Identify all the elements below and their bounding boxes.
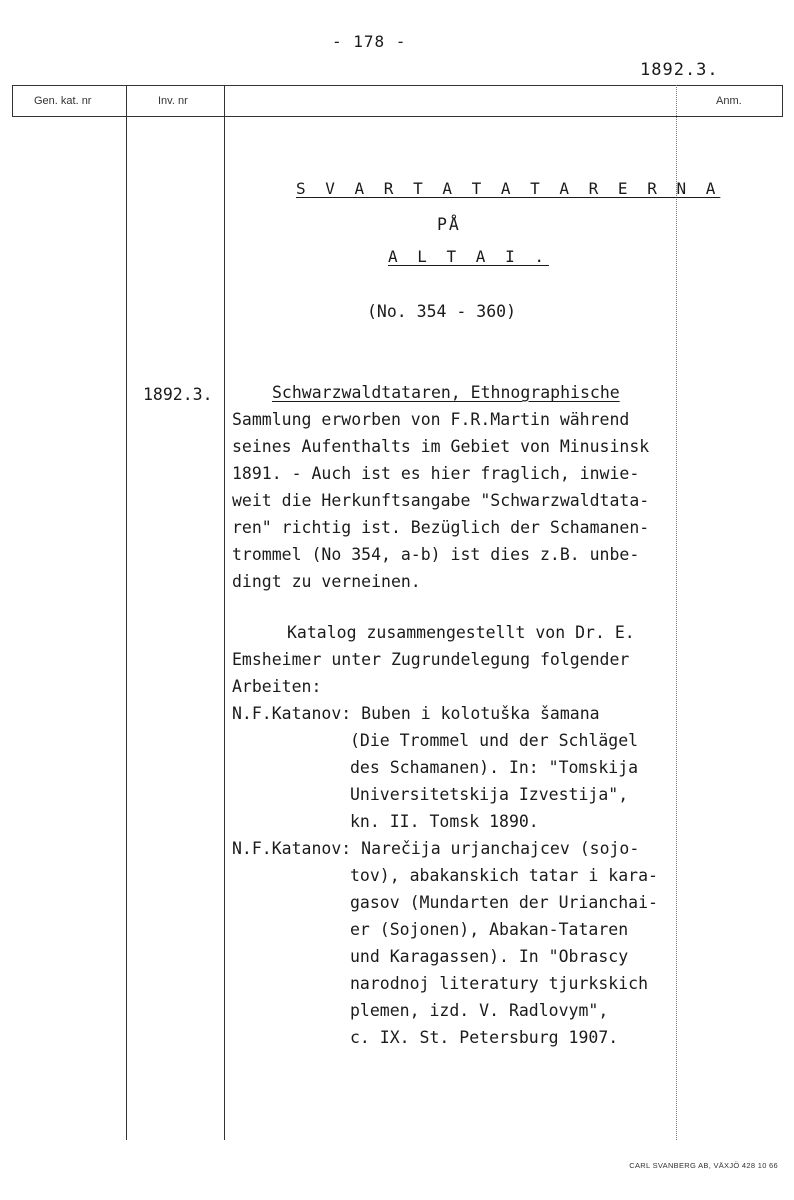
top-reference-number: 1892.3. bbox=[640, 60, 719, 80]
paragraph1-line: ren" richtig ist. Bezüglich der Schamanen- bbox=[232, 518, 650, 537]
paragraph1-line: trommel (No 354, a-b) ist dies z.B. unbe- bbox=[232, 545, 640, 564]
right-border bbox=[782, 85, 783, 117]
heading-number-range: (No. 354 - 360) bbox=[367, 302, 517, 321]
column-divider-gen-inv bbox=[126, 85, 127, 1140]
left-border bbox=[12, 85, 13, 117]
reference-2-line bbox=[232, 836, 682, 863]
reference-2-line: tov), abakanskich tatar i kara- bbox=[350, 866, 658, 885]
reference-2-line: narodnoj literatury tjurkskich bbox=[350, 974, 649, 993]
column-header-inv-nr: Inv. nr bbox=[158, 95, 188, 107]
reference-1-line: Universitetskija Izvestija", bbox=[350, 785, 629, 804]
page-number: - 178 - bbox=[332, 32, 407, 51]
heading-title: S V A R T A T A T A R E R N A bbox=[296, 179, 721, 198]
entry-text bbox=[232, 380, 682, 1052]
header-bottom-rule bbox=[12, 116, 782, 117]
reference-2-line: und Karagassen). In "Obrascy bbox=[350, 947, 629, 966]
paragraph1-line: Schwarzwaldtataren, Ethnographische bbox=[272, 383, 620, 402]
reference-1-author: N.F.Katanov: bbox=[232, 704, 352, 723]
paragraph1-line: Sammlung erworben von F.R.Martin während bbox=[232, 410, 630, 429]
reference-2-line: gasov (Mundarten der Urianchai- bbox=[350, 893, 658, 912]
reference-2-line: c. IX. St. Petersburg 1907. bbox=[350, 1028, 619, 1047]
reference-1-line: Buben i kolotuška šamana bbox=[361, 704, 600, 723]
paragraph2-line: Arbeiten: bbox=[232, 677, 322, 696]
reference-2-line: plemen, izd. V. Radlovym", bbox=[350, 1001, 609, 1020]
printer-mark: CARL SVANBERG AB, VÄXJÖ 428 10 66 bbox=[629, 1161, 778, 1170]
heading-preposition: PÅ bbox=[437, 215, 461, 234]
paragraph1-line: seines Aufenthalts im Gebiet von Minusinsk bbox=[232, 437, 650, 456]
reference-2-line: er (Sojonen), Abakan-Tataren bbox=[350, 920, 629, 939]
paragraph1-line: dingt zu verneinen. bbox=[232, 572, 421, 591]
paragraph2-line: Emsheimer unter Zugrundelegung folgender bbox=[232, 650, 630, 669]
reference-1-line: (Die Trommel und der Schlägel bbox=[350, 731, 639, 750]
column-header-anm: Anm. bbox=[716, 95, 742, 107]
reference-1-line: des Schamanen). In: "Tomskija bbox=[350, 758, 639, 777]
inventory-number: 1892.3. bbox=[143, 385, 213, 404]
header-top-rule bbox=[12, 85, 782, 86]
reference-1-line bbox=[232, 701, 682, 728]
paragraph1-line: 1891. - Auch ist es hier fraglich, inwie- bbox=[232, 464, 640, 483]
paragraph2-line: Katalog zusammengestellt von Dr. E. bbox=[287, 623, 635, 642]
reference-1-line: kn. II. Tomsk 1890. bbox=[350, 812, 539, 831]
column-divider-inv-text bbox=[224, 85, 225, 1140]
reference-2-author: N.F.Katanov: bbox=[232, 839, 352, 858]
reference-2-line: Narečija urjanchajcev (sojo- bbox=[361, 839, 640, 858]
paragraph1-line: weit die Herkunftsangabe "Schwarzwaldtata- bbox=[232, 491, 650, 510]
heading-place: A L T A I . bbox=[388, 247, 549, 266]
column-header-gen-kat-nr: Gen. kat. nr bbox=[34, 95, 92, 107]
